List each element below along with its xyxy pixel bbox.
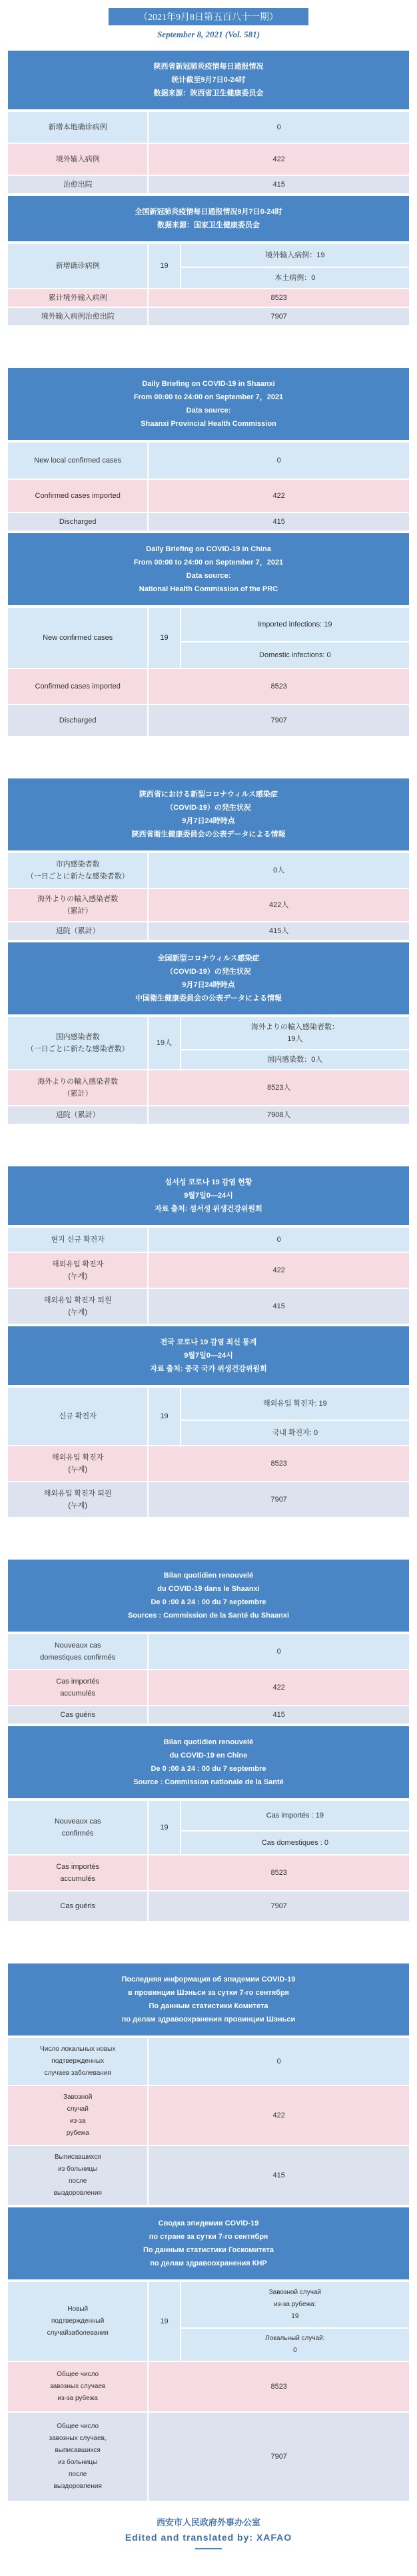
- row-label: [7, 2085, 148, 2145]
- table-row: [7, 2145, 410, 2205]
- label-line: 해외유입 확진자: [51, 1454, 104, 1462]
- row-label: [7, 2037, 148, 2085]
- label-line: Nouveaux cas: [54, 1818, 101, 1826]
- row-value: 19: [148, 2281, 180, 2361]
- label-line: из больницы: [58, 2459, 98, 2466]
- row-label: 新增本地确诊病例: [7, 111, 148, 143]
- label-line: （累計）: [63, 907, 93, 915]
- header-ko-shaanxi: [7, 1165, 410, 1226]
- table-row: [7, 2412, 410, 2501]
- heading-line: По данным статистики Комитета: [149, 2002, 268, 2010]
- table-row: [7, 2281, 410, 2328]
- row-label: [7, 1670, 148, 1706]
- row-label: Discharged: [7, 704, 148, 736]
- heading-line: 섬서성 코로나 19 감염 현황: [165, 1178, 252, 1186]
- footer-rule: [195, 2548, 222, 2549]
- label-line: (누계): [68, 1308, 87, 1316]
- table-zh-shaanxi: [7, 111, 410, 195]
- heading-line: 9월7일0—24시: [184, 1192, 233, 1200]
- label-line: из-за: [69, 2117, 86, 2125]
- row-value: 8523: [148, 2361, 410, 2412]
- row-value: 422: [148, 1252, 410, 1288]
- row-value: 0: [148, 1634, 410, 1670]
- row-value: 8523: [148, 289, 410, 307]
- heading-line: 数据来源：陕西省卫生健康委员会: [153, 89, 264, 97]
- label-line: Завозной: [63, 2093, 93, 2101]
- heading-line: 자료 출처: 섬서성 위생건강위원회: [155, 1205, 262, 1213]
- heading-line: De 0 :00 à 24 : 00 du 7 septembre: [151, 1598, 266, 1606]
- heading-line: по делам здравоохранения провинции Шэньси: [121, 2015, 296, 2023]
- row-value: 0: [148, 111, 410, 143]
- heading-line: 전국 코로나 19 감염 최신 통계: [160, 1338, 257, 1346]
- heading-line: Bilan quotidien renouvelé: [163, 1738, 254, 1746]
- sub-value: 境外输入病例：19: [181, 243, 410, 267]
- heading-line: Data source:: [186, 407, 231, 415]
- table-row: [7, 1446, 410, 1482]
- label-line: domestiques confirmés: [40, 1654, 116, 1662]
- row-value: 8523人: [148, 1070, 410, 1106]
- table-ru-shaanxi: [7, 2037, 410, 2206]
- row-label: 현지 신규 확진자: [7, 1227, 148, 1252]
- row-value: 7908人: [148, 1106, 410, 1124]
- label-line: 해외유입 확진자 퇴원: [43, 1490, 112, 1498]
- row-label: [7, 1855, 148, 1891]
- sub-value: Cas importés : 19: [181, 1800, 410, 1831]
- row-label: Discharged: [7, 513, 148, 531]
- row-value: 19人: [148, 1016, 180, 1070]
- table-row: [7, 513, 410, 531]
- table-row: [7, 1288, 410, 1324]
- row-value: 0: [148, 442, 410, 479]
- table-ko-shaanxi: [7, 1226, 410, 1325]
- footer-credit: Edited and translated by: XAFAO: [125, 2532, 292, 2543]
- sub-value: Domestic infections: 0: [181, 642, 410, 668]
- sub-value: [181, 2281, 410, 2328]
- sub-line: 19人: [287, 1035, 303, 1043]
- row-label: [7, 852, 148, 888]
- sub-line: 海外よりの輸入感染者数：: [250, 1023, 339, 1031]
- row-value: 7907: [148, 2412, 410, 2501]
- table-row: [7, 1482, 410, 1518]
- row-value: 19: [148, 607, 180, 668]
- label-line: выписавшихся: [55, 2447, 101, 2454]
- table-row: [7, 1227, 410, 1252]
- table-row: [7, 704, 410, 736]
- label-line: accumulés: [60, 1875, 95, 1883]
- footer-org: 西安市人民政府外事办公室: [156, 2517, 260, 2527]
- row-label: 신규 확진자: [7, 1387, 148, 1446]
- header-ja-china: [7, 941, 410, 1016]
- table-fr-shaanxi: [7, 1633, 410, 1725]
- label-line: после: [69, 2177, 87, 2185]
- table-row: [7, 1387, 410, 1420]
- label-line: Выписавшихся: [54, 2153, 101, 2161]
- row-label: [7, 888, 148, 922]
- table-row: [7, 442, 410, 479]
- row-value: 415: [148, 1288, 410, 1324]
- section-russian: [7, 1962, 410, 2502]
- issue-date: September 8, 2021 (Vol. 581): [157, 29, 260, 39]
- heading-line: 统计截至9月7日0-24时: [171, 76, 246, 84]
- row-value: 422: [148, 479, 410, 513]
- table-ja-china: [7, 1016, 410, 1125]
- header-en-china: [7, 532, 410, 607]
- table-row: [7, 1891, 410, 1922]
- row-value: 415: [148, 513, 410, 531]
- table-ru-china: [7, 2281, 410, 2502]
- heading-line: 数据来源：国家卫生健康委员会: [157, 221, 260, 229]
- table-row: [7, 668, 410, 704]
- table-en-china: [7, 607, 410, 737]
- table-row: [7, 1706, 410, 1724]
- table-row: [7, 479, 410, 513]
- row-label: [7, 1070, 148, 1106]
- heading-line: National Health Commission of the PRC: [139, 585, 278, 593]
- heading-line: 陕西省新冠肺炎疫情每日通报情况: [153, 63, 264, 71]
- heading-line: Shaanxi Provincial Health Commission: [141, 420, 276, 428]
- label-line: (누계): [68, 1502, 87, 1510]
- row-label: 退院（累計）: [7, 1106, 148, 1124]
- table-row: [7, 289, 410, 307]
- table-row: [7, 607, 410, 642]
- sub-value: [181, 2328, 410, 2361]
- label-line: рубежа: [66, 2129, 89, 2137]
- label-line: 国内感染者数: [55, 1033, 100, 1041]
- label-line: выздоровления: [53, 2189, 102, 2197]
- row-value: 415: [148, 1706, 410, 1724]
- header-zh-shaanxi: [7, 49, 410, 111]
- label-line: （累計）: [63, 1090, 93, 1098]
- row-label: [7, 1288, 148, 1324]
- label-line: случайзаболевания: [47, 2329, 109, 2337]
- label-line: 海外よりの輸入感染者数: [37, 895, 119, 903]
- row-label: [7, 1634, 148, 1670]
- label-line: 해외유입 확진자 퇴원: [43, 1296, 112, 1304]
- table-row: [7, 922, 410, 940]
- label-line: Общее число: [57, 2371, 99, 2378]
- table-zh-china: [7, 243, 410, 327]
- row-label: [7, 1800, 148, 1855]
- sub-line: 19: [291, 2313, 299, 2320]
- table-row: [7, 243, 410, 267]
- label-line: （一日ごとに新たな感染者数）: [26, 872, 129, 880]
- row-label: New local confirmed cases: [7, 442, 148, 479]
- header-ko-china: [7, 1325, 410, 1386]
- row-value: 415: [148, 2145, 410, 2205]
- label-line: подтвержденный: [51, 2317, 105, 2325]
- section-chinese: [7, 49, 410, 327]
- table-ko-china: [7, 1386, 410, 1518]
- label-line: из-за рубежа: [57, 2395, 98, 2402]
- table-row: [7, 1016, 410, 1050]
- row-label: [7, 1016, 148, 1070]
- heading-line: De 0 :00 à 24 : 00 du 7 septembre: [151, 1765, 266, 1773]
- section-french: [7, 1558, 410, 1922]
- row-value: 422: [148, 1670, 410, 1706]
- heading-line: 全国新冠肺炎疫情每日通报情况9月7日0-24时: [135, 208, 282, 216]
- row-value: 8523: [148, 1446, 410, 1482]
- section-korean: [7, 1165, 410, 1518]
- row-value: 422人: [148, 888, 410, 922]
- label-line: （一日ごとに新たな感染者数）: [26, 1045, 129, 1053]
- sub-value: 本土病例：0: [181, 267, 410, 289]
- heading-line: Последняя информация об эпидемии COVID-19: [121, 1975, 296, 1983]
- label-line: Cas importés: [56, 1863, 100, 1871]
- label-line: 海外よりの輸入感染者数: [37, 1078, 119, 1086]
- table-row: [7, 2361, 410, 2412]
- label-line: случай: [67, 2105, 89, 2113]
- section-japanese: [7, 777, 410, 1125]
- row-label: [7, 2145, 148, 2205]
- header-ru-china: [7, 2206, 410, 2281]
- header-ru-shaanxi: [7, 1962, 410, 2037]
- table-row: [7, 111, 410, 143]
- heading-line: Data source:: [186, 572, 231, 580]
- issue-banner: [109, 8, 308, 25]
- heading-line: Daily Briefing on COVID-19 in China: [146, 545, 271, 553]
- row-value: 7907: [148, 307, 410, 326]
- heading-line: 9月7日24時時点: [182, 817, 235, 825]
- header-en-shaanxi: [7, 367, 410, 441]
- row-label: Cas guéris: [7, 1706, 148, 1724]
- heading-line: в провинции Шэньси за сутки 7-го сентября: [128, 1989, 289, 1997]
- label-line: Общее число: [57, 2423, 99, 2430]
- table-row: [7, 1106, 410, 1124]
- row-label: 退院（累計）: [7, 922, 148, 940]
- table-row: [7, 307, 410, 326]
- heading-line: 陝西省衛生健康委員会の公表データによる情報: [131, 830, 286, 838]
- table-row: [7, 1252, 410, 1288]
- heading-line: Source : Commission nationale de la Santé: [133, 1778, 284, 1786]
- table-row: [7, 1855, 410, 1891]
- label-line: Число локальных новых: [40, 2045, 116, 2053]
- row-value: 422: [148, 143, 410, 175]
- row-label: New confirmed cases: [7, 607, 148, 668]
- row-value: 19: [148, 243, 180, 289]
- heading-line: （COVID-19）の発生状況: [166, 804, 251, 812]
- heading-line: du COVID-19 en Chine: [169, 1752, 248, 1760]
- row-value: 0: [148, 1227, 410, 1252]
- heading-line: 9월7일0—24시: [184, 1352, 233, 1360]
- label-line: Cas importés: [56, 1678, 100, 1686]
- row-value: 422: [148, 2085, 410, 2145]
- heading-line: Bilan quotidien renouvelé: [163, 1572, 254, 1580]
- table-row: [7, 852, 410, 888]
- label-line: Nouveaux cas: [54, 1642, 101, 1650]
- issue-text: （2021年9月8日第五百八十一期）: [139, 13, 278, 23]
- label-line: accumulés: [60, 1690, 95, 1698]
- row-label: Confirmed cases imported: [7, 668, 148, 704]
- heading-line: Сводка эпидемии COVID-19: [158, 2219, 259, 2227]
- label-line: (누계): [68, 1466, 87, 1474]
- sub-line: 0: [293, 2347, 297, 2354]
- label-line: завозных случаев,: [49, 2435, 107, 2442]
- label-line: confirmés: [61, 1830, 94, 1838]
- label-line: Новый: [67, 2305, 89, 2313]
- table-row: [7, 888, 410, 922]
- sub-line: из-за рубежа:: [274, 2301, 316, 2308]
- row-value: 8523: [148, 668, 410, 704]
- table-fr-china: [7, 1800, 410, 1922]
- row-label: [7, 1482, 148, 1518]
- label-line: 해외유입 확진자: [51, 1260, 104, 1268]
- label-line: выздоровления: [53, 2483, 102, 2490]
- label-line: 市内感染者数: [55, 860, 100, 868]
- heading-line: По данным статистики Госкомитета: [143, 2246, 274, 2254]
- row-label: [7, 2361, 148, 2412]
- row-value: 0: [148, 2037, 410, 2085]
- heading-line: 全国新型コロナウィルス感染症: [157, 954, 260, 962]
- row-value: 19: [148, 1800, 180, 1855]
- heading-line: du COVID-19 dans le Shaanxi: [157, 1585, 260, 1593]
- row-value: 8523: [148, 1855, 410, 1891]
- row-value: 7907: [148, 1482, 410, 1518]
- header-fr-china: [7, 1725, 410, 1800]
- row-label: 治愈出院: [7, 175, 148, 194]
- heading-line: 9月7日24時時点: [182, 981, 235, 989]
- label-line: подтвержденных: [51, 2057, 105, 2065]
- sub-line: Локальный случай:: [265, 2335, 325, 2342]
- table-en-shaanxi: [7, 441, 410, 532]
- row-label: 累计境外输入病例: [7, 289, 148, 307]
- heading-line: 陝西省における新型コロナウィルス感染症: [139, 790, 278, 798]
- row-label: 新增确诊病例: [7, 243, 148, 289]
- row-label: [7, 2281, 148, 2361]
- table-row: [7, 1634, 410, 1670]
- row-label: Confirmed cases imported: [7, 479, 148, 513]
- heading-line: 자료 출처: 중국 국가 위생건강위원회: [150, 1365, 267, 1373]
- row-label: Cas guéris: [7, 1891, 148, 1922]
- row-label: [7, 2412, 148, 2501]
- sub-value: 국내 확진자: 0: [181, 1420, 410, 1446]
- table-row: [7, 2037, 410, 2085]
- heading-line: （COVID-19）の発生状況: [166, 968, 251, 976]
- row-value: 0人: [148, 852, 410, 888]
- label-line: случаев заболевания: [44, 2069, 111, 2077]
- sub-value: Cas domestiques : 0: [181, 1831, 410, 1855]
- row-value: 7907: [148, 704, 410, 736]
- sub-value: Imported infections: 19: [181, 607, 410, 642]
- sub-value: [181, 1016, 410, 1050]
- header-ja-shaanxi: [7, 777, 410, 852]
- page: [0, 8, 417, 2549]
- sub-line: Завозной случай: [268, 2289, 322, 2296]
- heading-line: Sources : Commission de la Santé du Shaanxi: [127, 1612, 290, 1620]
- label-line: после: [69, 2471, 87, 2478]
- row-label: [7, 1252, 148, 1288]
- heading-line: по стране за сутки 7-го сентября: [149, 2233, 268, 2241]
- heading-line: From 00:00 to 24:00 on September 7，2021: [133, 393, 284, 401]
- table-row: [7, 1670, 410, 1706]
- heading-line: 中国衛生健康委員会の公表データによる情報: [135, 994, 282, 1002]
- sub-value: 国内感染数：0人: [181, 1050, 410, 1070]
- row-value: 19: [148, 1387, 180, 1446]
- row-value: 415: [148, 175, 410, 194]
- label-line: из больницы: [58, 2165, 98, 2173]
- section-english: [7, 367, 410, 737]
- label-line: завозных случаев: [50, 2383, 106, 2390]
- row-label: 境外输入病例治愈出院: [7, 307, 148, 326]
- header-fr-shaanxi: [7, 1558, 410, 1633]
- header-zh-china: [7, 195, 410, 243]
- heading-line: по делам здравоохранения КНР: [150, 2259, 267, 2267]
- table-row: [7, 1070, 410, 1106]
- row-label: [7, 1446, 148, 1482]
- label-line: (누계): [68, 1272, 87, 1280]
- row-value: 415人: [148, 922, 410, 940]
- table-ja-shaanxi: [7, 852, 410, 941]
- table-row: [7, 175, 410, 194]
- heading-line: Daily Briefing on COVID-19 in Shaanxi: [142, 380, 275, 388]
- row-label: 境外输入病例: [7, 143, 148, 175]
- heading-line: From 00:00 to 24:00 on September 7，2021: [133, 559, 284, 567]
- table-row: [7, 2085, 410, 2145]
- table-row: [7, 1800, 410, 1831]
- table-row: [7, 143, 410, 175]
- row-value: 7907: [148, 1891, 410, 1922]
- sub-value: 해외유입 확진자: 19: [181, 1387, 410, 1420]
- footer: [0, 2515, 417, 2549]
